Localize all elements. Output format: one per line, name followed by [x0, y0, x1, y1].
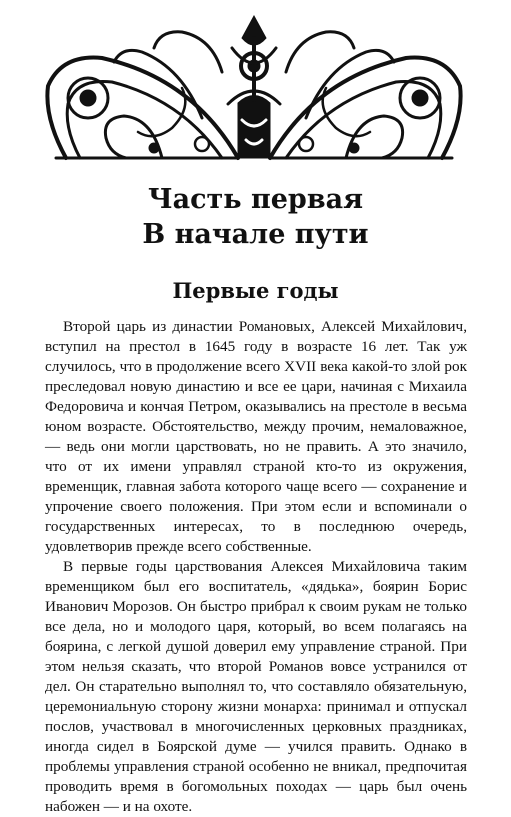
paragraph: В первые годы царствования Алексея Михайловича таким временщиком был его воспитатель, «дядька», боярин Борис Иванович Морозов. Он быстро прибрал к своим рукам не только все дела, но и молодого царя, который, во всем полагаясь на боярина, с легкой душой доверил ему управление страной. При этом нельзя сказать, что второй Романов вовсе устранился от дел. Он старательно выполнял то, что составляло обязательную, церемониальную сторону жизни монарха: принимал и отпускал послов, участвовал в многочисленных церковных праздниках, иногда сидел в Боярской думе — учился править. Однако в проблемы управления страной особенно не вникал, предпочитая проводить время в богомольных походах — царь был очень набожен — и на охоте.	[45, 558, 467, 815]
ornamental-header-icon	[42, 8, 467, 163]
part-title-line1: Часть первая	[147, 184, 364, 215]
chapter-title: Первые годы	[172, 278, 339, 303]
body-text	[45, 317, 467, 817]
paragraph: Второй царь из династии Романовых, Алексей Михайлович, вступил на престол в 1645 году в возрасте 16 лет. Так уж случилось, что в продолжение всего XVII века какой-то злой рок преследовал новую династию и все ее цари, начиная с Михаила Федоровича и кончая Петром, оказывались на престоле в весьма юном возрасте. Обстоятельство, между прочим, немаловажное, — ведь они могли царствовать, но не править. А это значило, что от их имени управлял страной кто-то из окружения, временщик, главная забота которого чаще всего — сохранение и упрочение своего положения. При этом если и вспоминали о государственных интересах, то в последнюю очередь, удовлетворив прежде всего собственные.	[45, 318, 467, 555]
part-title	[0, 182, 511, 252]
part-title-line2: В начале пути	[142, 219, 369, 250]
